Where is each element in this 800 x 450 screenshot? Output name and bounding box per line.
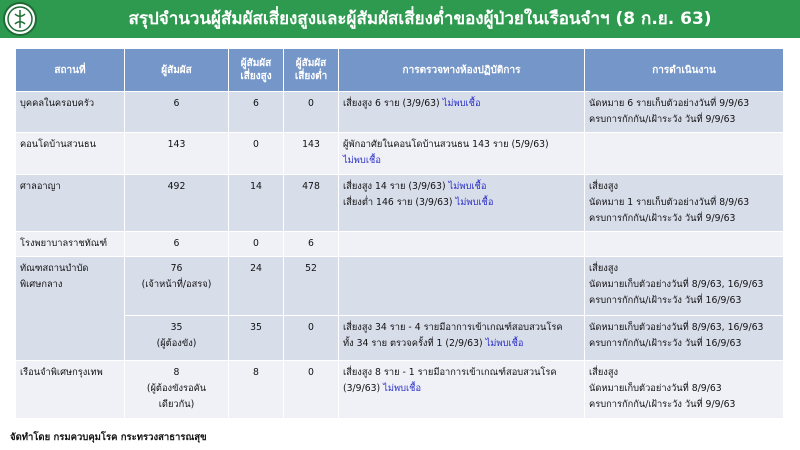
cell-low-risk: 0 bbox=[284, 92, 339, 133]
cell-contacts: 492 bbox=[125, 175, 229, 232]
table-row bbox=[16, 175, 784, 232]
table-row bbox=[16, 257, 784, 316]
negative-result: ไม่พบเชื้อ bbox=[442, 98, 481, 109]
cell-contacts: 8 (ผู้ต้องขังรอคัน เดียวกัน) bbox=[125, 361, 229, 419]
cell-lab: เสี่ยงสูง 34 ราย - 4 รายมีอาการเข้าเกณฑ์สอบสวนโรค ทั้ง 34 ราย ตรวจครั้งที่ 1 (2/9/63) ไม่พบเชื้อ bbox=[339, 316, 585, 361]
negative-result: ไม่พบเชื้อ bbox=[455, 197, 494, 208]
cell-contacts: 76 (เจ้าหน้าที่/อสรจ) bbox=[125, 257, 229, 316]
cell-action bbox=[585, 232, 784, 257]
cell-high-risk: 8 bbox=[229, 361, 284, 419]
cell-high-risk: 14 bbox=[229, 175, 284, 232]
ministry-logo-icon bbox=[3, 2, 37, 36]
cell-low-risk: 6 bbox=[284, 232, 339, 257]
negative-result: ไม่พบเชื้อ bbox=[448, 181, 487, 192]
cell-contacts: 143 bbox=[125, 133, 229, 175]
cell-lab: เสี่ยงสูง 6 ราย (3/9/63) ไม่พบเชื้อ bbox=[339, 92, 585, 133]
col-header-high-risk: ผู้สัมผัส เสี่ยงสูง bbox=[229, 49, 284, 92]
cell-action: เสี่ยงสูง นัดหมาย 1 รายเก็บตัวอย่างวันที่ 8/9/63 ครบการกักกัน/เฝ้าระวัง วันที่ 9/9/63 bbox=[585, 175, 784, 232]
negative-result: ไม่พบเชื้อ bbox=[485, 338, 524, 349]
cell-lab: ผู้พักอาศัยในคอนโดบ้านสวนธน 143 ราย (5/9/63) ไม่พบเชื้อ bbox=[339, 133, 585, 175]
cell-low-risk: 143 bbox=[284, 133, 339, 175]
cell-low-risk: 0 bbox=[284, 361, 339, 419]
table-row bbox=[16, 133, 784, 175]
table-row bbox=[16, 361, 784, 419]
cell-high-risk: 0 bbox=[229, 133, 284, 175]
cell-low-risk: 0 bbox=[284, 316, 339, 361]
cell-action bbox=[585, 133, 784, 175]
col-header-contacts: ผู้สัมผัส bbox=[125, 49, 229, 92]
cell-low-risk: 478 bbox=[284, 175, 339, 232]
cell-high-risk: 24 bbox=[229, 257, 284, 316]
col-header-place: สถานที่ bbox=[16, 49, 125, 92]
negative-result: ไม่พบเชื้อ bbox=[343, 155, 381, 166]
cell-place: เรือนจำพิเศษกรุงเทพ bbox=[16, 361, 125, 419]
negative-result: ไม่พบเชื้อ bbox=[383, 383, 422, 394]
table-row bbox=[16, 92, 784, 133]
summary-table bbox=[15, 48, 784, 419]
cell-place: ทัณฑสถานบำบัด พิเศษกลาง bbox=[16, 257, 125, 361]
table-row bbox=[16, 232, 784, 257]
cell-action: เสี่ยงสูง นัดหมายเก็บตัวอย่างวันที่ 8/9/63, 16/9/63 ครบการกักกัน/เฝ้าระวัง วันที่ 16/9/63 bbox=[585, 257, 784, 316]
cell-action: นัดหมายเก็บตัวอย่างวันที่ 8/9/63, 16/9/63 ครบการกักกัน/เฝ้าระวัง วันที่ 16/9/63 bbox=[585, 316, 784, 361]
cell-lab: เสี่ยงสูง 8 ราย - 1 รายมีอาการเข้าเกณฑ์สอบสวนโรค (3/9/63) ไม่พบเชื้อ bbox=[339, 361, 585, 419]
cell-lab: เสี่ยงสูง 14 ราย (3/9/63) ไม่พบเชื้อ เสี่ยงต่ำ 146 ราย (3/9/63) ไม่พบเชื้อ bbox=[339, 175, 585, 232]
header-bar bbox=[0, 0, 800, 38]
page-title: สรุปจำนวนผู้สัมผัสเสี่ยงสูงและผู้สัมผัสเสี่ยงต่ำของผู้ป่วยในเรือนจำฯ (8 ก.ย. 63) bbox=[128, 9, 712, 29]
source-footer: จัดทำโดย กรมควบคุมโรค กระทรวงสาธารณสุข bbox=[10, 432, 207, 443]
col-header-low-risk: ผู้สัมผัส เสี่ยงต่ำ bbox=[284, 49, 339, 92]
table-row bbox=[16, 316, 784, 361]
cell-action: นัดหมาย 6 รายเก็บตัวอย่างวันที่ 9/9/63 ครบการกักกัน/เฝ้าระวัง วันที่ 9/9/63 bbox=[585, 92, 784, 133]
cell-contacts: 6 bbox=[125, 232, 229, 257]
cell-high-risk: 0 bbox=[229, 232, 284, 257]
cell-low-risk: 52 bbox=[284, 257, 339, 316]
cell-place: โรงพยาบาลราชทัณฑ์ bbox=[16, 232, 125, 257]
table-header-row bbox=[16, 49, 784, 92]
col-header-action: การดำเนินงาน bbox=[585, 49, 784, 92]
cell-lab bbox=[339, 257, 585, 316]
cell-high-risk: 35 bbox=[229, 316, 284, 361]
cell-place: บุคคลในครอบครัว bbox=[16, 92, 125, 133]
cell-lab bbox=[339, 232, 585, 257]
cell-high-risk: 6 bbox=[229, 92, 284, 133]
cell-action: เสี่ยงสูง นัดหมายเก็บตัวอย่างวันที่ 8/9/63 ครบการกักกัน/เฝ้าระวัง วันที่ 9/9/63 bbox=[585, 361, 784, 419]
cell-place: คอนโดบ้านสวนธน bbox=[16, 133, 125, 175]
cell-contacts: 35 (ผู้ต้องขัง) bbox=[125, 316, 229, 361]
cell-place: ศาลอาญา bbox=[16, 175, 125, 232]
cell-contacts: 6 bbox=[125, 92, 229, 133]
col-header-lab: การตรวจทางห้องปฏิบัติการ bbox=[339, 49, 585, 92]
